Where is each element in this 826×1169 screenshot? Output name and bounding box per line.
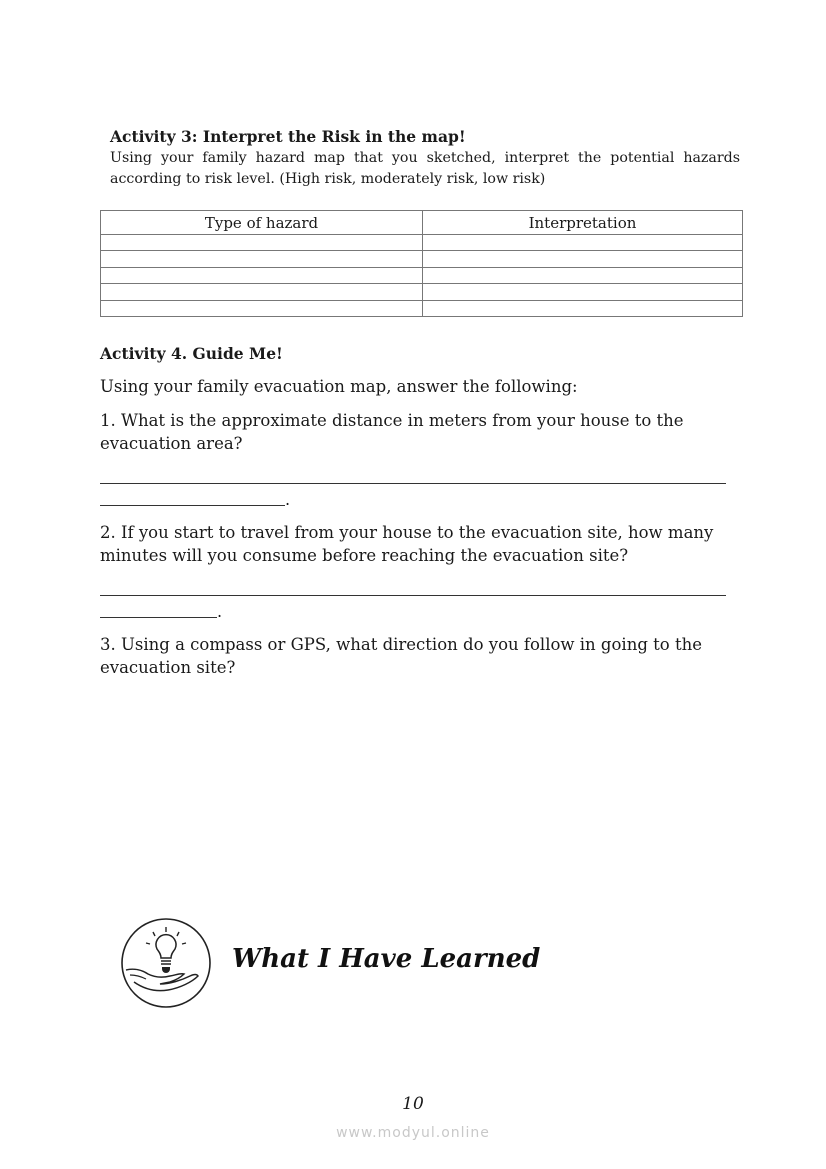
table-row: [101, 235, 743, 251]
answer-line-2b[interactable]: [100, 617, 217, 618]
table-cell[interactable]: [423, 284, 743, 300]
answer-line-1a[interactable]: [100, 483, 726, 484]
question-3: 3. Using a compass or GPS, what direction do you follow in going to the evacuation site?: [100, 635, 702, 677]
hazard-table: [100, 210, 743, 317]
table-cell[interactable]: [423, 267, 743, 283]
question-2: 2. If you start to travel from your house to the evacuation site, how many minutes will you consume before reaching the evacuation site?: [100, 523, 714, 565]
table-row: [101, 251, 743, 267]
column-header-type-of-hazard: Type of hazard: [101, 211, 423, 235]
answer-period-2: .: [217, 602, 223, 621]
table-cell[interactable]: [101, 251, 423, 267]
table-cell[interactable]: [101, 267, 423, 283]
activity-4-intro: Using your family evacuation map, answer the following:: [100, 377, 578, 396]
lightbulb-hand-icon: [120, 917, 212, 1009]
answer-line-1b[interactable]: [100, 505, 285, 506]
table-cell[interactable]: [423, 300, 743, 316]
table-header-row: [101, 211, 743, 235]
table-cell[interactable]: [101, 300, 423, 316]
answer-line-2a[interactable]: [100, 595, 726, 596]
watermark: www.modyul.online: [336, 1125, 490, 1141]
page-number: 10: [402, 1094, 424, 1114]
section-title: What I Have Learned: [232, 944, 541, 974]
activity-4-title: Activity 4. Guide Me!: [100, 344, 283, 363]
table-row: [101, 284, 743, 300]
table-row: [101, 300, 743, 316]
table-cell[interactable]: [101, 235, 423, 251]
table-cell[interactable]: [423, 235, 743, 251]
column-header-interpretation: Interpretation: [423, 211, 743, 235]
table-cell[interactable]: [423, 251, 743, 267]
table-cell[interactable]: [101, 284, 423, 300]
answer-period-1: .: [285, 490, 291, 509]
table-row: [101, 267, 743, 283]
activity-3-description: Using your family hazard map that you sketched, interpret the potential hazards according to risk level. (High risk, moderately risk, low risk): [110, 150, 740, 187]
question-1: 1. What is the approximate distance in meters from your house to the evacuation area?: [100, 411, 684, 453]
activity-3-title: Activity 3: Interpret the Risk in the map!: [110, 127, 466, 146]
